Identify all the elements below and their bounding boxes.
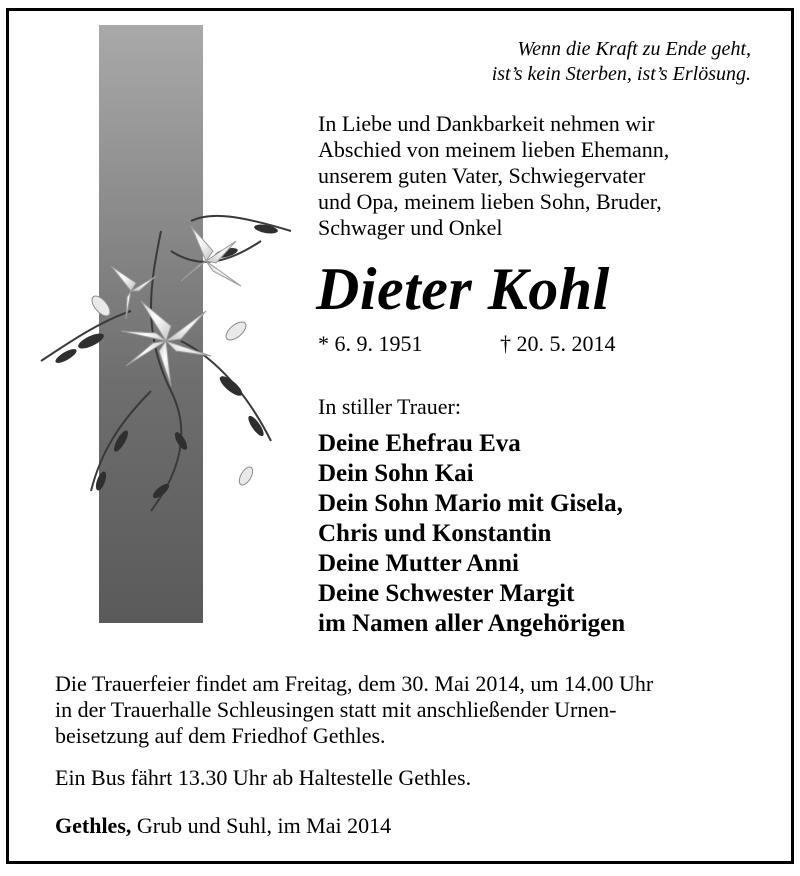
deceased-name: Dieter Kohl — [316, 256, 610, 322]
death-date: † 20. 5. 2014 — [500, 331, 616, 356]
birth-date: * 6. 9. 1951 — [318, 331, 423, 356]
motto-line-1: Wenn die Kraft zu Ende geht, — [517, 38, 751, 60]
place-date-line — [55, 813, 391, 839]
motto-line-2: ist’s kein Sterben, ist’s Erlösung. — [491, 63, 751, 85]
obituary-frame — [6, 8, 794, 864]
intro-line: Schwager und Onkel — [318, 215, 503, 240]
lily-bouquet-illustration — [31, 191, 321, 521]
place-bold: Gethles, — [55, 813, 132, 838]
mourner-name: Dein Sohn Kai — [318, 460, 474, 487]
bus-info: Ein Bus fährt 13.30 Uhr ab Haltestelle Gethles. — [55, 765, 472, 790]
intro-line: Abschied von meinem lieben Ehemann, — [318, 137, 670, 162]
intro-text — [318, 111, 758, 241]
intro-line: und Opa, meinem lieben Sohn, Bruder, — [318, 189, 662, 214]
mourning-label: In stiller Trauer: — [318, 394, 461, 419]
mourners-list — [318, 429, 625, 639]
mourner-name: Chris und Konstantin — [318, 520, 552, 547]
mourner-name: Dein Sohn Mario mit Gisela, — [318, 490, 623, 517]
mourner-name: Deine Mutter Anni — [318, 550, 519, 577]
intro-line: unserem guten Vater, Schwiegervater — [318, 163, 646, 188]
service-line: Die Trauerfeier findet am Freitag, dem 30. Mai 2014, um 14.00 Uhr — [55, 671, 654, 696]
funeral-service-text — [55, 671, 755, 749]
mourner-name: Deine Ehefrau Eva — [318, 430, 521, 457]
service-line: in der Trauerhalle Schleusingen statt mit anschließender Urnen- — [55, 697, 617, 722]
motto-quote — [492, 37, 751, 87]
mourner-name: Deine Schwester Margit — [318, 580, 575, 607]
service-line: beisetzung auf dem Friedhof Gethles. — [55, 723, 386, 748]
life-dates — [318, 331, 616, 357]
place-rest: Grub und Suhl, im Mai 2014 — [131, 813, 392, 838]
mourner-name: im Namen aller Angehörigen — [318, 610, 626, 637]
intro-line: In Liebe und Dankbarkeit nehmen wir — [318, 111, 655, 136]
